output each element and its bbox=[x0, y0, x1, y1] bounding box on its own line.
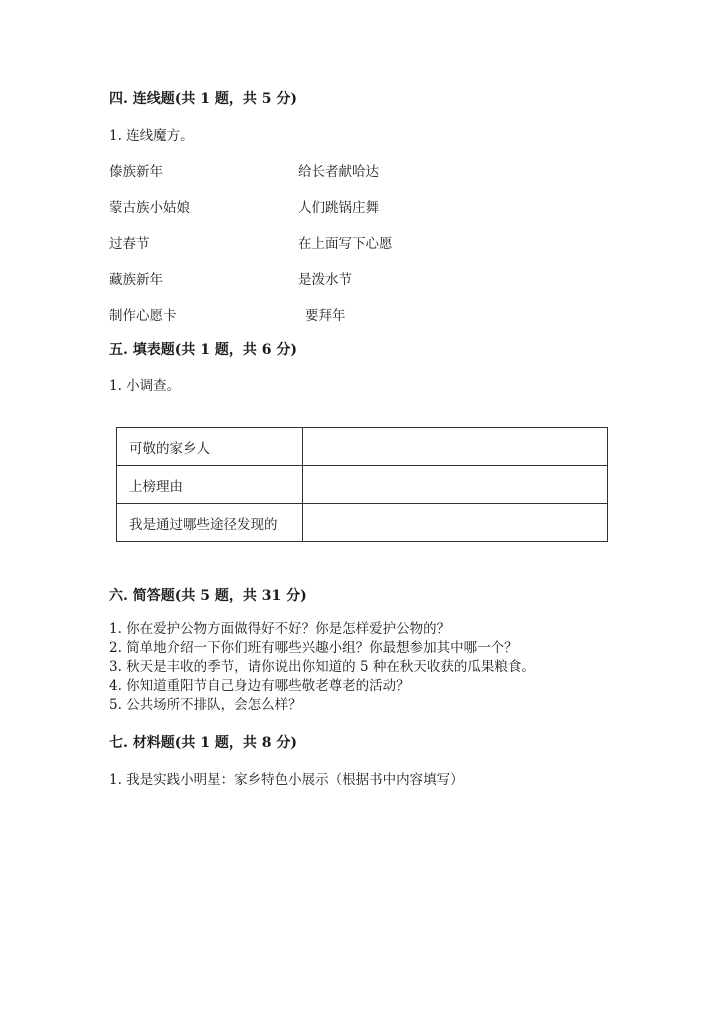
survey-question: 1. 小调查。 bbox=[109, 378, 181, 394]
matching-left-item: 蒙古族小姑娘 bbox=[109, 200, 190, 216]
matching-left-item: 制作心愿卡 bbox=[109, 308, 177, 324]
list-item: 1. 你在爱护公物方面做得好不好？你是怎样爱护公物的？ bbox=[109, 621, 451, 637]
table-row bbox=[117, 504, 608, 542]
matching-left-item: 傣族新年 bbox=[109, 164, 163, 180]
matching-left-item: 过春节 bbox=[109, 236, 150, 252]
matching-right-item: 给长者献哈达 bbox=[298, 164, 379, 180]
table-row bbox=[117, 428, 608, 466]
list-item: 2. 简单地介绍一下你们班有哪些兴趣小组？你最想参加其中哪一个？ bbox=[109, 640, 518, 656]
survey-answer-cell[interactable] bbox=[303, 504, 608, 542]
survey-row-label: 我是通过哪些途径发现的 bbox=[117, 504, 303, 542]
section-heading-short-answer: 六. 简答题(共 5 题，共 31 分) bbox=[109, 588, 307, 604]
table-row bbox=[117, 466, 608, 504]
section-heading-material: 七. 材料题(共 1 题，共 8 分) bbox=[109, 735, 297, 751]
section-heading-matching: 四. 连线题(共 1 题，共 5 分) bbox=[109, 91, 297, 107]
matching-right-item: 在上面写下心愿 bbox=[298, 236, 393, 252]
matching-question: 1. 连线魔方。 bbox=[109, 128, 194, 144]
list-item: 5. 公共场所不排队，会怎么样？ bbox=[109, 697, 302, 713]
survey-table bbox=[116, 427, 608, 542]
matching-right-item: 是泼水节 bbox=[298, 272, 352, 288]
list-item: 3. 秋天是丰收的季节，请你说出你知道的 5 种在秋天收获的瓜果粮食。 bbox=[109, 659, 535, 675]
matching-right-item: 要拜年 bbox=[305, 308, 346, 324]
section-heading-table: 五. 填表题(共 1 题，共 6 分) bbox=[109, 342, 297, 358]
matching-right-item: 人们跳锅庄舞 bbox=[298, 200, 379, 216]
material-question: 1. 我是实践小明星：家乡特色小展示（根据书中内容填写） bbox=[109, 772, 464, 788]
survey-answer-cell[interactable] bbox=[303, 428, 608, 466]
survey-row-label: 可敬的家乡人 bbox=[117, 428, 303, 466]
matching-left-item: 藏族新年 bbox=[109, 272, 163, 288]
list-item: 4. 你知道重阳节自己身边有哪些敬老尊老的活动？ bbox=[109, 678, 410, 694]
survey-answer-cell[interactable] bbox=[303, 466, 608, 504]
survey-row-label: 上榜理由 bbox=[117, 466, 303, 504]
short-answer-list bbox=[109, 620, 535, 715]
